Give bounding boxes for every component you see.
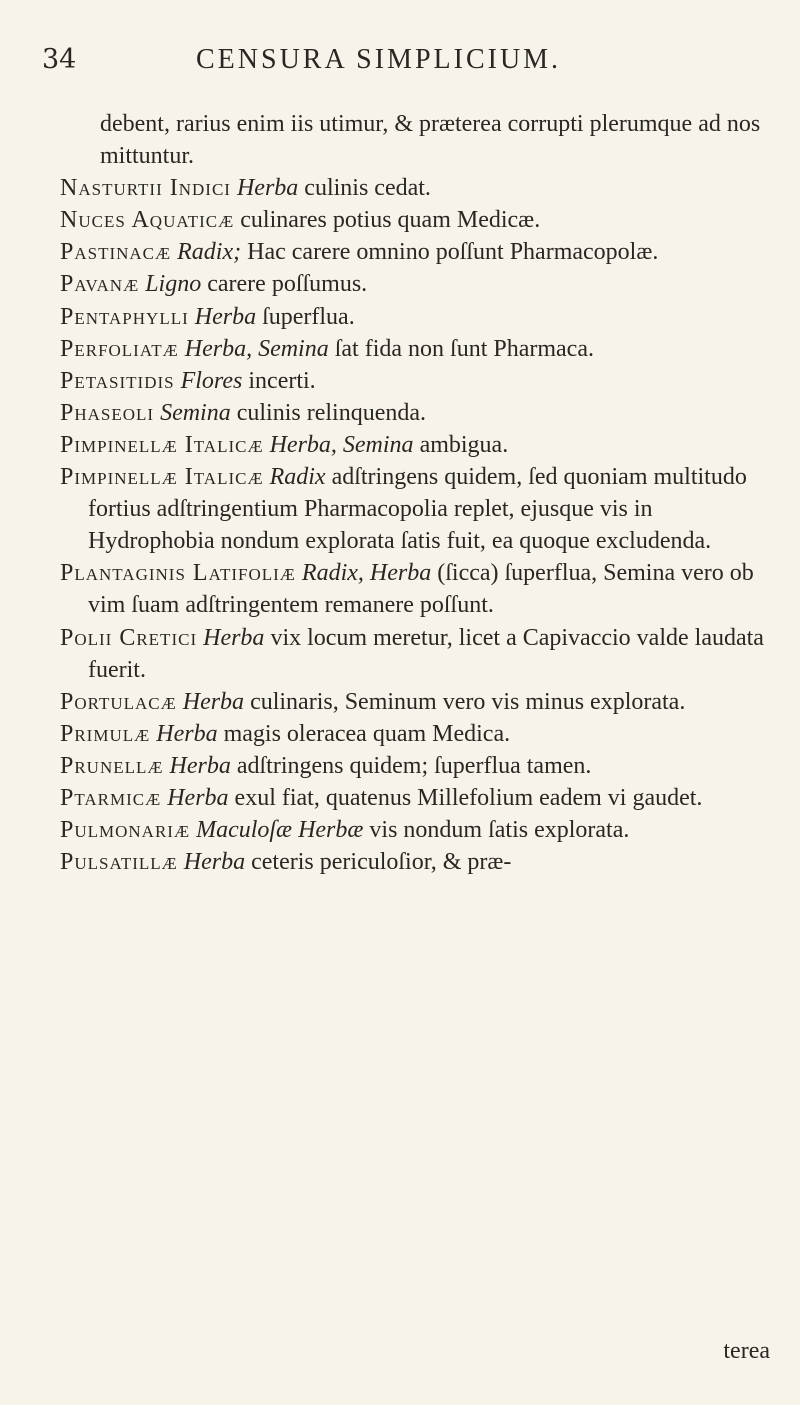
entry-text: culinares potius quam Medicӕ. bbox=[240, 207, 541, 234]
entry bbox=[60, 236, 772, 268]
entry-italic: Herba bbox=[167, 784, 229, 811]
entry-head: Prunellӕ bbox=[60, 752, 164, 779]
entry bbox=[60, 846, 772, 878]
entry-text: (ſicca) ſuperflua, Semina vero ob vim ſuam adſtringentem remanere poſſunt. bbox=[88, 560, 754, 619]
entry-text: culinis cedat. bbox=[304, 175, 431, 202]
entry-text: culinaris, Seminum vero vis minus explorata. bbox=[250, 688, 686, 715]
catchword: terea bbox=[723, 1338, 770, 1364]
entry-head: Perfoliatӕ bbox=[60, 335, 179, 362]
entry bbox=[60, 268, 772, 300]
entry-text: adſtringens quidem; ſuperflua tamen. bbox=[236, 752, 592, 779]
entry bbox=[60, 365, 772, 397]
entry bbox=[60, 782, 772, 814]
entry-text: culinis relinquenda. bbox=[236, 399, 426, 426]
entry bbox=[60, 204, 772, 236]
entry-head: Pentaphylli bbox=[60, 303, 189, 330]
page-number: 34 bbox=[42, 44, 77, 75]
entry-head: Phaseoli bbox=[60, 399, 155, 426]
body-text bbox=[60, 108, 772, 878]
entry-italic: Flores bbox=[180, 367, 243, 394]
entry bbox=[60, 333, 772, 365]
entry-head: Pulmonariӕ bbox=[60, 817, 191, 844]
entry-text: exul fiat, quatenus Millefolium eadem vi gaudet. bbox=[234, 784, 703, 811]
entry bbox=[60, 622, 772, 686]
entry-italic: Radix, Herba bbox=[301, 560, 432, 587]
entry bbox=[60, 108, 772, 172]
entry-italic: Ligno bbox=[145, 271, 202, 298]
entry-text: magis oleracea quam Medica. bbox=[223, 720, 511, 747]
entry-head: Pavanӕ bbox=[60, 271, 140, 298]
entry-text: ſat fida non ſunt Pharmaca. bbox=[334, 335, 594, 362]
entry-text: vix locum meretur, licet a Capivaccio valde laudata fuerit. bbox=[88, 624, 764, 683]
entry bbox=[60, 686, 772, 718]
entry-text: ambigua. bbox=[419, 431, 509, 458]
entry-head: Pimpinellӕ Italicӕ bbox=[60, 431, 264, 458]
entry-italic: Radix; bbox=[177, 239, 242, 266]
entry bbox=[60, 397, 772, 429]
entry-italic: Herba bbox=[203, 624, 265, 651]
entry-head: Pastinacӕ bbox=[60, 239, 172, 266]
entry bbox=[60, 557, 772, 621]
entry-head: Pulsatillӕ bbox=[60, 849, 178, 876]
entry bbox=[60, 750, 772, 782]
entry-italic: Radix bbox=[269, 464, 326, 491]
entry-head: Petasitidis bbox=[60, 367, 175, 394]
entry bbox=[60, 301, 772, 333]
entry-head: Plantaginis Latifoliӕ bbox=[60, 560, 296, 587]
entry bbox=[60, 461, 772, 557]
entry-head: Primulӕ bbox=[60, 720, 151, 747]
entry-italic: Herba bbox=[194, 303, 257, 330]
entry-head: Nasturtii Indici bbox=[60, 175, 231, 202]
entry-text: carere poſſumus. bbox=[207, 271, 368, 298]
entry-head: Portulacӕ bbox=[60, 688, 177, 715]
entry-italic: Herba bbox=[183, 849, 246, 876]
entry-text: debent, rarius enim iis utimur, & prӕterea corrupti plerumque ad nos mittuntur. bbox=[100, 111, 761, 170]
entry-italic: Herba bbox=[236, 175, 299, 202]
entry-text: adſtringens quidem, ſed quoniam multitudo fortius adſtringentium Pharmacopolia replet, ejusque vis in Hydrophobia nondum explorata ſatis fuit, ea quoque excludenda. bbox=[88, 464, 747, 555]
entry-italic: Maculoſӕ Herbӕ bbox=[196, 817, 364, 844]
entry bbox=[60, 814, 772, 846]
entry-italic: Herba bbox=[182, 688, 245, 715]
entry-head: Pimpinellӕ Italicӕ bbox=[60, 464, 264, 491]
entry-head: Nuces Aquaticӕ bbox=[60, 207, 235, 234]
entry-italic: Herba bbox=[169, 752, 231, 779]
entry-text: incerti. bbox=[248, 367, 316, 394]
entry-italic: Semina bbox=[160, 399, 231, 426]
entry-italic: Herba, Semina bbox=[269, 431, 414, 458]
entry-head: Polii Cretici bbox=[60, 624, 198, 651]
entry-italic: Herba bbox=[156, 720, 218, 747]
entry-text: ceteris periculoſior, & prӕ- bbox=[251, 849, 512, 876]
entry-head: Ptarmicӕ bbox=[60, 784, 162, 811]
entry bbox=[60, 172, 772, 204]
page-header bbox=[0, 44, 800, 94]
entry-text: Hac carere omnino poſſunt Pharmacopolӕ. bbox=[247, 239, 659, 266]
entry-text: ſuperflua. bbox=[262, 303, 355, 330]
running-title: CENSURA SIMPLICIUM. bbox=[196, 44, 562, 75]
entry-italic: Herba, Semina bbox=[184, 335, 329, 362]
entry-text: vis nondum ſatis explorata. bbox=[369, 817, 630, 844]
entry bbox=[60, 718, 772, 750]
entry bbox=[60, 429, 772, 461]
